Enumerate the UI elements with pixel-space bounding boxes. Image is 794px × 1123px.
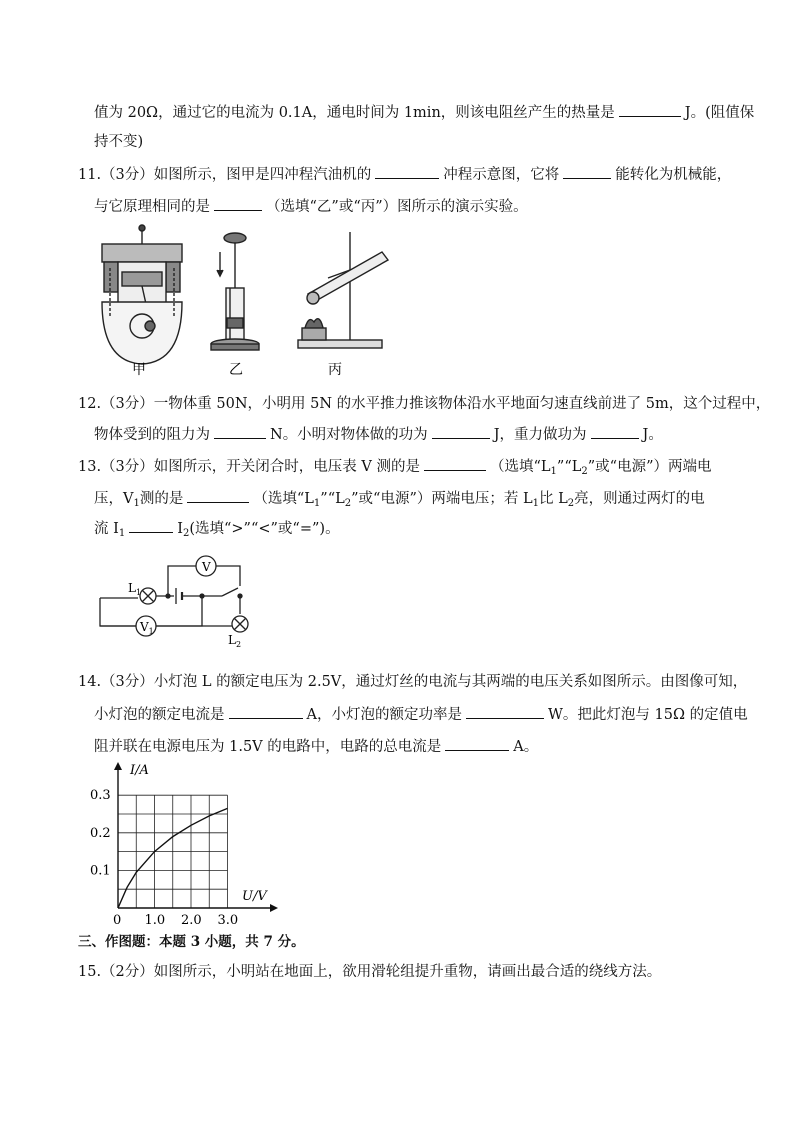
answer-blank[interactable] <box>229 704 303 719</box>
q11-line1: 11.（3分）如图所示，图甲是四冲程汽油机的 冲程示意图，它将 能转化为机械能， <box>78 164 731 185</box>
steam-test-tube-apparatus <box>298 232 388 348</box>
voltmeter-v-label: V <box>202 560 211 574</box>
figure-label-jia: 甲 <box>132 362 146 378</box>
circuit-label-l1: $L_1$ <box>128 581 142 597</box>
y-axis-arrow <box>114 762 122 770</box>
answer-blank[interactable] <box>129 518 173 533</box>
iu-chart <box>84 760 284 926</box>
q14-line2: 小灯泡的额定电流是 A，小灯泡的额定功率是 W。把此灯泡与 15Ω 的定值电 <box>94 704 748 725</box>
y-tick-label: 0.2 <box>90 825 111 841</box>
figure-label-yi: 乙 <box>229 362 243 378</box>
q14-line1: 14.（3分）小灯泡 L 的额定电压为 2.5V，通过灯丝的电流与其两端的电压关系如图所示。由图像可知， <box>78 674 748 690</box>
answer-blank[interactable] <box>432 424 490 439</box>
q15-line1: 15.（2分）如图所示，小明站在地面上，欲用滑轮组提升重物，请画出最合适的绕线方法。 <box>78 964 662 980</box>
y-tick-label: 0.1 <box>90 863 111 879</box>
answer-blank[interactable] <box>591 424 639 439</box>
answer-blank[interactable] <box>424 456 486 471</box>
q13-line2: 压，$V_1$测的是 （选填“$L_1”“L_2$”或“电源”）两端电压；若 $L_1$比 $L_2$亮，则通过两灯的电 <box>94 488 705 509</box>
y-tick-label: 0.3 <box>90 788 111 804</box>
section-heading: 三、作图题：本题 3 小题，共 7 分。 <box>78 934 305 950</box>
chart-grid <box>118 795 228 908</box>
y-axis-label: I/A <box>130 763 149 778</box>
answer-blank[interactable] <box>563 164 611 179</box>
figure-label-bing: 丙 <box>328 362 342 378</box>
q11-line2: 与它原理相同的是 （选填“乙”或“丙”）图所示的演示实验。 <box>94 196 528 217</box>
q13-line3: 流 $I_1$ $I_2$(选填“>”“<”或“=”)。 <box>94 518 340 539</box>
x-tick-label: 2.0 <box>181 913 202 926</box>
q10-line2: 持不变) <box>94 134 144 150</box>
answer-blank[interactable] <box>214 424 266 439</box>
x-axis-label: U/V <box>242 889 267 904</box>
q13-line1: 13.（3分）如图所示，开关闭合时，电压表 V 测的是 （选填“$L_1”“L_2$”或“电源”）两端电 <box>78 456 712 477</box>
answer-blank[interactable] <box>214 196 262 211</box>
q11-figures <box>92 222 402 378</box>
q14-line3: 阻并联在电源电压为 1.5V 的电路中，电路的总电流是 A。 <box>94 736 538 757</box>
engine-diagram <box>102 225 182 364</box>
answer-blank[interactable] <box>445 736 509 751</box>
origin-label: 0 <box>113 913 122 926</box>
q13-circuit-diagram <box>94 552 264 650</box>
air-compression-apparatus <box>211 233 259 350</box>
answer-blank[interactable] <box>187 488 249 503</box>
x-tick-label: 3.0 <box>217 913 239 926</box>
answer-blank[interactable] <box>466 704 544 719</box>
answer-blank[interactable] <box>619 102 681 117</box>
circuit-label-l2: $L_2$ <box>228 633 242 649</box>
tick-labels <box>90 788 238 926</box>
x-axis-arrow <box>270 904 278 912</box>
answer-blank[interactable] <box>375 164 439 179</box>
q12-line1: 12.（3分）一物体重 50N，小明用 5N 的水平推力推该物体沿水平地面匀速直线前进了 5m，这个过程中， <box>78 396 771 412</box>
q12-line2: 物体受到的阻力为 N。小明对物体做的功为 J，重力做功为 J。 <box>94 424 663 445</box>
x-tick-label: 1.0 <box>144 913 166 926</box>
voltmeter-v1-label: $V_1$ <box>140 620 154 636</box>
q10-line1: 值为 20Ω，通过它的电流为 0.1A，通电时间为 1min，则该电阻丝产生的热量是 J。(阻值保 <box>94 102 754 123</box>
